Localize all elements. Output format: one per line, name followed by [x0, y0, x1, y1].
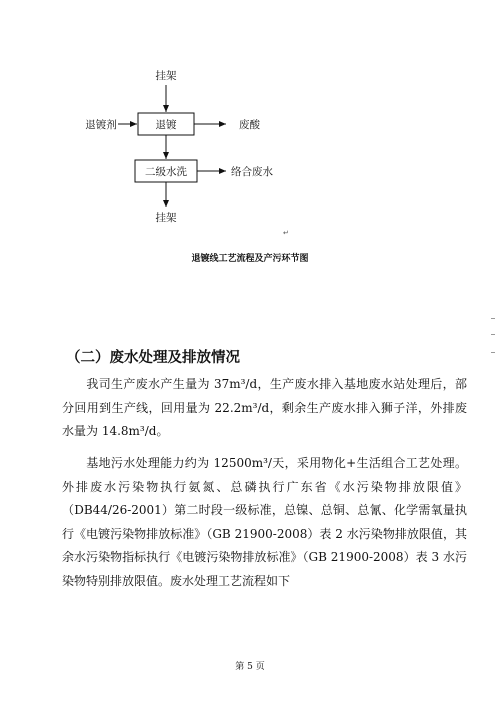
page-number: 第 5 页 — [235, 662, 265, 672]
process-flow-diagram — [0, 0, 500, 240]
flow-node-waste-acid: 废酸 — [239, 119, 260, 131]
scan-edge-mark — [491, 334, 495, 335]
figure-caption: 退镀线工艺流程及产污环节图 — [191, 254, 309, 264]
scan-edge-mark — [491, 318, 495, 319]
paragraph-wastewater-volume-text: 我司生产废水产生量为 37m³/d，生产废水排入基地废水站处理后，部分回用到生产线，回用量为 22.2m³/d，剩余生产废水排入狮子洋，外排废水量为 14.8m³/d。 — [62, 377, 467, 438]
paragraph-return-mark: ↵ — [283, 229, 289, 237]
flow-node-top-rack: 挂架 — [155, 70, 177, 82]
scan-edge-mark — [491, 352, 495, 353]
paragraph-treatment-standards — [62, 452, 467, 593]
paragraph-treatment-standards-text: 基地污水处理能力约为 12500m³/天，采用物化+生活组合工艺处理。外排废水污染物执行氨氮、总磷执行广东省《水污染物排放限值》（DB44/26-2001）第二时段一级标准，总镍、总铜、总氰、化学需氧量执行《电镀污染物排放标准》（GB 21900-2008）表 2 水污染物排放限值，其余水污染物指标执行《电镀污染物排放标准》（GB 21900-2008）表 3 水污染物特别排放限值。废水处理工艺流程如下 — [62, 456, 467, 588]
flow-node-deplating: 退镀 — [155, 119, 177, 131]
flow-node-bottom-rack: 挂架 — [155, 212, 177, 224]
flow-node-rinse: 二级水洗 — [145, 166, 187, 178]
flow-node-deplating-agent: 退镀剂 — [85, 119, 117, 131]
section-heading: （二）废水处理及排放情况 — [66, 350, 240, 366]
paragraph-wastewater-volume — [62, 373, 467, 444]
flow-node-complex-wastewater: 络合废水 — [231, 166, 273, 178]
